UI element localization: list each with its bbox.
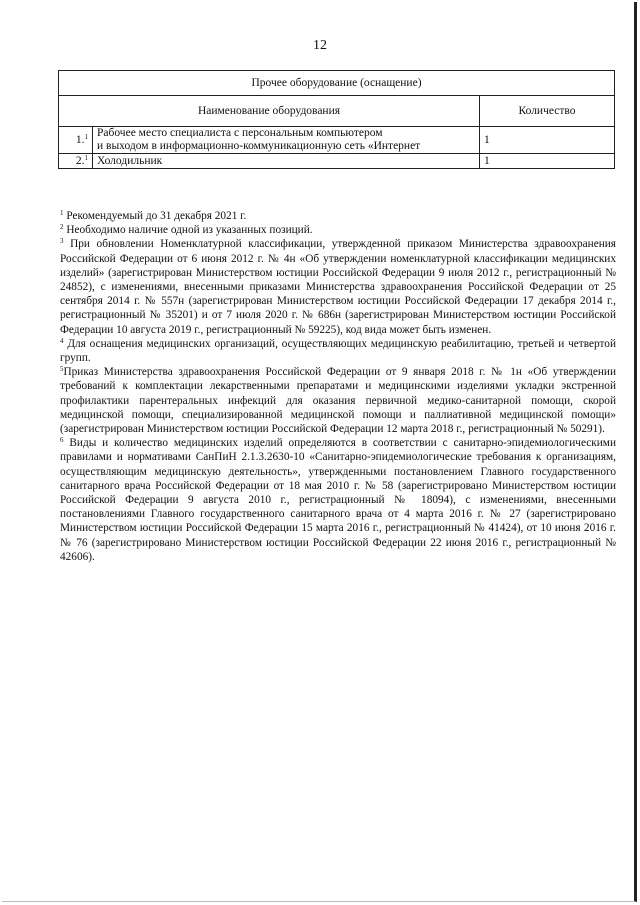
footnote: $^1$ Рекомендуемый до 31 декабря 2021 г. — [60, 209, 247, 222]
footnote: $^4$ Для оснащения медицинских организаций, осуществляющих медицинскую реабилитацию, третьей и четвертой групп. — [60, 336, 616, 365]
page-number: 12 — [313, 38, 327, 53]
table-section-row — [59, 71, 615, 96]
table-row — [59, 127, 615, 154]
equipment-name: Рабочее место специалиста с персональным компьютером и выходом в информационно-коммуникационную сеть «Интернет — [93, 127, 480, 154]
footnote: $^3$ При обновлении Номенклатурной классификации, утвержденной приказом Министерства здравоохранения Российской Федерации от 6 июня 2012 г. № 4н «Об утверждении номенклатурной классификации медицинских изделий» (зарегистрирован Министерством юстиции Российской Федерации 9 июля 2012 г., регистрационный № 24852), с изменениями, внесенными приказами Министерства здравоохранения Российской Федерации от 25 сентября 2014 г. № 557н (зарегистрирован Министерством юстиции Российской Федерации 17 декабря 2014 г., регистрационный № 35201) и от 7 июля 2020 г. № 686н (зарегистрирован Министерством юстиции Российской Федерации 10 августа 2019 г., регистрационный № 59225), код вида может быть изменен. — [60, 237, 617, 336]
equipment-quantity: 1 — [480, 127, 615, 154]
table-row — [59, 154, 615, 169]
footnote: $^2$ Необходимо наличие одной из указанных позиций. — [60, 223, 313, 237]
table-header-row — [59, 96, 615, 127]
footnote: $^6$ Виды и количество медицинских изделий определяются в соответствии с санитарно-эпидемиологическими правилами и нормативами СанПиН 2.1.3.2630-10 «Санитарно-эпидемиологические требования к организациям, осуществляющим медицинскую деятельность», утвержденными постановлением Главного государственного санитарного врача Российской Федерации от 18 мая 2010 г. № 58 (зарегистрировано Министерством юстиции Российской Федерации 9 августа 2010 г., регистрационный № 18094), с изменениями, внесенными постановлениями Главного государственного санитарного врача от 4 марта 2016 г. № 27 (зарегистрировано Министерством юстиции Российской Федерации 15 марта 2016 г., регистрационный № 41424), от 10 июня 2016 г. № 76 (зарегистрировано Министерством юстиции Российской Федерации 22 июня 2016 г., регистрационный № 42606). — [60, 436, 616, 563]
row-number: 2.$^1$ — [59, 154, 93, 169]
column-header-name: Наименование оборудования — [59, 96, 480, 127]
equipment-name: Холодильник — [93, 154, 480, 169]
footnote: $^5$Приказ Министерства здравоохранения Российской Федерации от 9 января 2018 г. № 1н «Об утверждении требований к комплектации лекарственными препаратами и медицинскими изделиями укладки экстренной профилактики парентеральных инфекций для оказания первичной медико-санитарной помощи, скорой медицинской помощи, специализированной медицинской помощи и паллиативной медицинской помощи» (зарегистрирован Министерством юстиции Российской Федерации 12 марта 2018 г., регистрационный № 50291). — [60, 365, 616, 436]
equipment-quantity: 1 — [480, 154, 615, 169]
row-number: 1.$^1$ — [59, 127, 93, 154]
table-section-title: Прочее оборудование (оснащение) — [59, 71, 615, 96]
footnote-ref: 1 — [84, 132, 88, 141]
column-header-quantity: Количество — [480, 96, 615, 127]
footnote-ref: 1 — [84, 153, 88, 162]
equipment-table — [58, 70, 615, 169]
footnotes — [60, 209, 616, 564]
